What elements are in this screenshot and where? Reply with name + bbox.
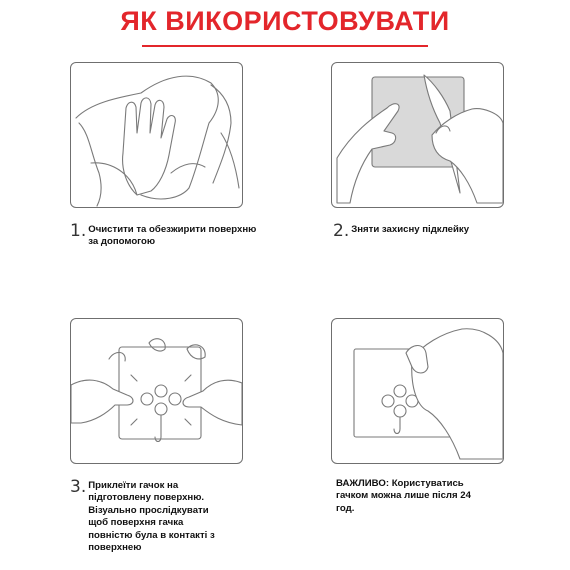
- step-4-illustration: [331, 318, 504, 464]
- step-2-caption: [333, 221, 533, 241]
- step-text: Приклеїти гачок на підготовлену поверхню. Візуально прослідкувати щоб поверхня гачка повністю була в контакті з поверхнею: [88, 480, 215, 554]
- pressing-hook-icon: [71, 319, 242, 463]
- finished-hook-icon: [332, 319, 503, 463]
- title-underline: [142, 45, 428, 47]
- step-3-illustration: [70, 318, 243, 464]
- step-number: 1.: [70, 221, 87, 241]
- step-3-caption: [70, 477, 245, 554]
- step-1-illustration: [70, 62, 243, 208]
- step-text: Зняти захисну підклейку: [351, 224, 470, 235]
- step-1-caption: [70, 221, 270, 249]
- wiping-hand-icon: [71, 63, 242, 207]
- step-number: 3.: [70, 477, 87, 497]
- peeling-film-icon: [332, 63, 503, 207]
- step-text: ВАЖЛИВО: Користуватись гачком можна лише після 24 год.: [336, 478, 471, 514]
- important-note: [336, 478, 516, 515]
- page-title: ЯК ВИКОРИСТОВУВАТИ: [120, 6, 450, 36]
- step-2-illustration: [331, 62, 504, 208]
- step-number: 2.: [333, 221, 350, 241]
- step-text: Очистити та обезжирити поверхню за допомогою: [88, 224, 257, 248]
